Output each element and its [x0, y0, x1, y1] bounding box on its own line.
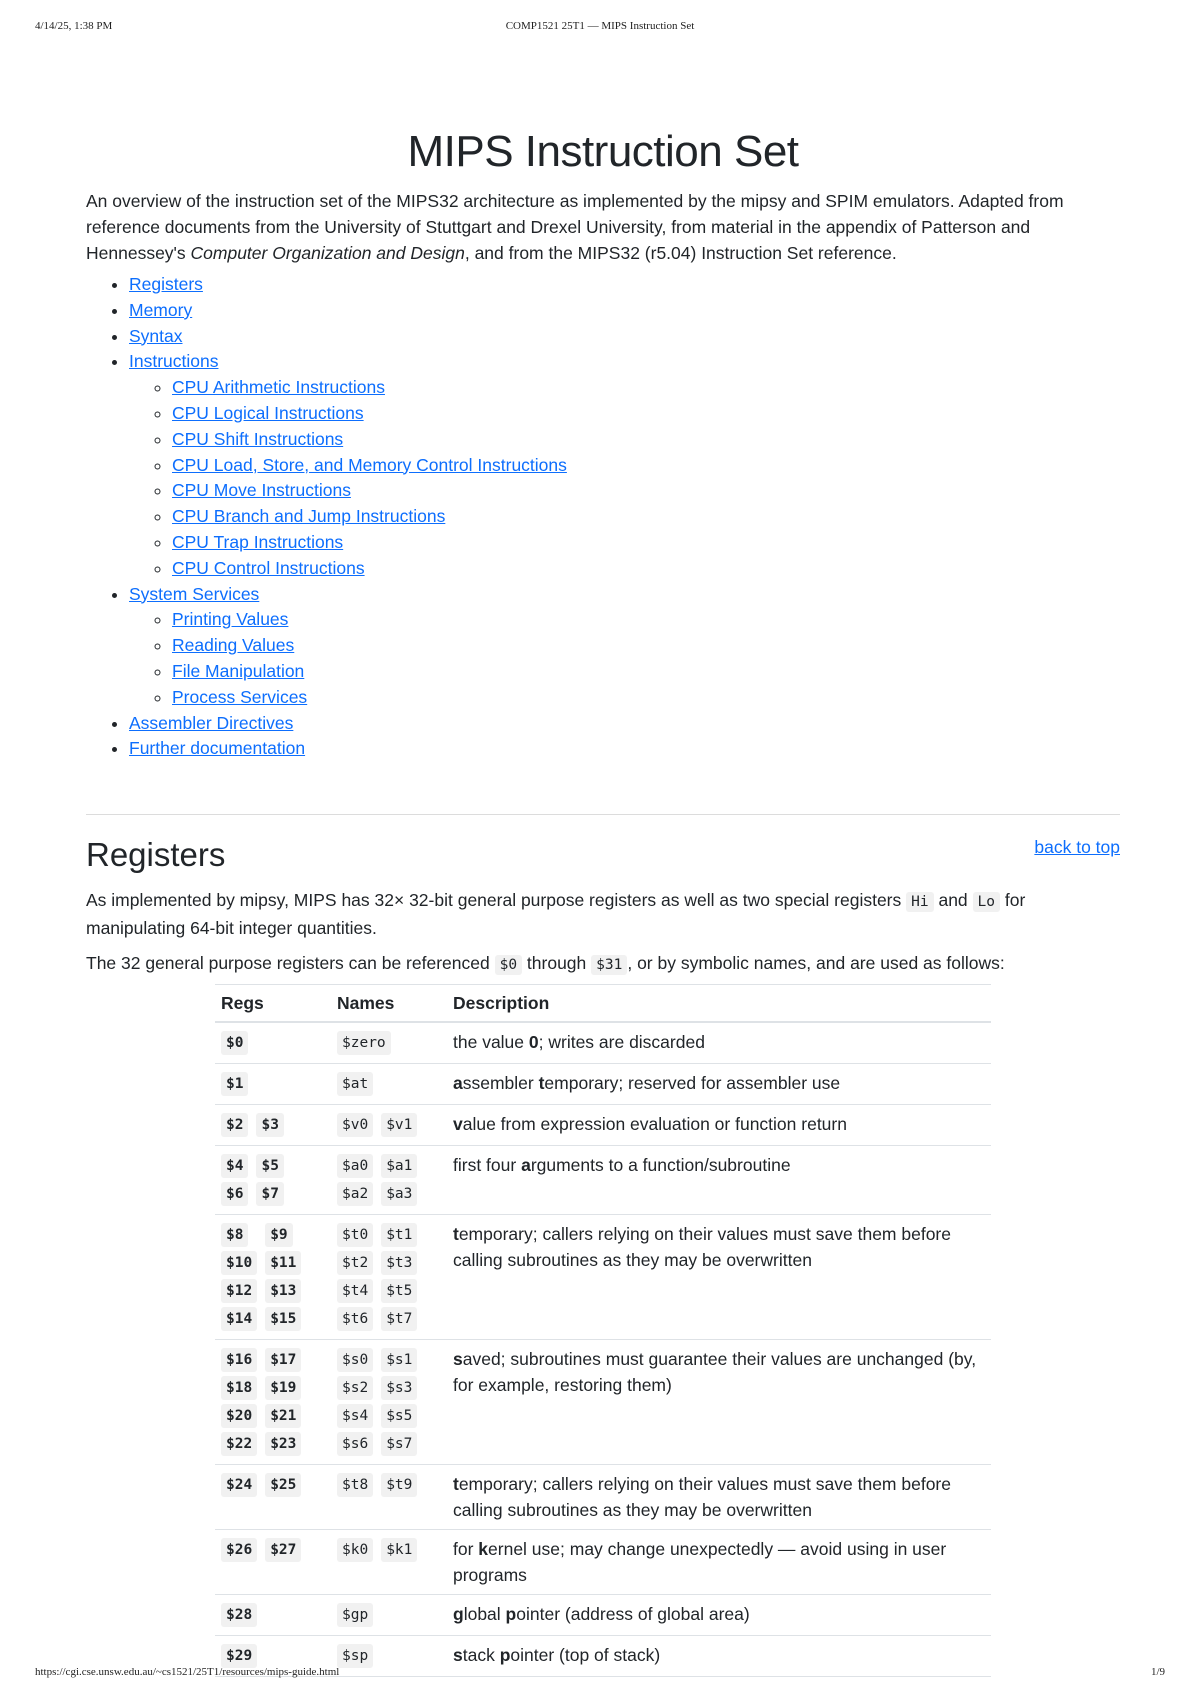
names-cell	[331, 1215, 447, 1340]
toc-item-further-documentation	[129, 736, 1120, 762]
toc-link-cpu-control[interactable]: CPU Control Instructions	[172, 557, 365, 578]
description-cell	[447, 1340, 991, 1465]
text: The 32 general purpose registers can be referenced	[86, 953, 495, 974]
description-cell	[447, 1465, 991, 1530]
toc-link-cpu-branch-jump[interactable]: CPU Branch and Jump Instructions	[172, 506, 446, 527]
names-list	[337, 1152, 441, 1208]
mnemonic-letter: p	[505, 1604, 517, 1625]
print-page-number: 1/9	[1150, 1666, 1165, 1678]
description-text: for	[453, 1539, 479, 1560]
description-text: ointer (top of stack)	[510, 1645, 661, 1666]
mnemonic-letter: s	[453, 1349, 463, 1370]
register-name: $s5	[381, 1404, 417, 1428]
register-number: $13	[265, 1279, 301, 1303]
register-name: $at	[337, 1072, 373, 1096]
description-text: ernel use; may change unexpectedly — avoid using in user programs	[453, 1539, 947, 1586]
toc-link-cpu-logical[interactable]: CPU Logical Instructions	[172, 402, 364, 423]
intro-text-2: , and from the MIPS32 (r5.04) Instruction Set reference.	[464, 243, 897, 263]
names-list	[337, 1471, 441, 1499]
register-name: $s4	[337, 1404, 373, 1428]
table-row	[215, 1105, 991, 1146]
register-name: $gp	[337, 1603, 373, 1627]
mnemonic-letter: p	[499, 1645, 511, 1666]
print-url: https://cgi.cse.unsw.edu.au/~cs1521/25T1/resources/mips-guide.html	[35, 1666, 340, 1678]
table-of-contents	[86, 272, 1120, 762]
names-list	[337, 1221, 441, 1333]
register-name: $k1	[381, 1538, 417, 1562]
registers-paragraph-1	[86, 887, 1120, 941]
description-cell	[447, 1105, 991, 1146]
register-number: $24	[221, 1473, 257, 1497]
description-cell	[447, 1530, 991, 1595]
register-name: $s7	[381, 1432, 417, 1456]
register-number: $8	[221, 1223, 248, 1247]
register-number: $15	[265, 1307, 301, 1331]
toc-subitem	[172, 478, 1120, 504]
mnemonic-letter: k	[478, 1539, 489, 1560]
register-name: $s6	[337, 1432, 373, 1456]
mnemonic-letter: v	[453, 1114, 463, 1135]
mnemonic-letter: t	[538, 1073, 545, 1094]
toc-item-assembler-directives	[129, 711, 1120, 737]
regs-list	[221, 1029, 325, 1057]
register-name: $t6	[337, 1307, 373, 1331]
toc-link-cpu-move[interactable]: CPU Move Instructions	[172, 480, 351, 501]
inline-code-reg31: $31	[591, 955, 627, 975]
register-name: $t7	[381, 1307, 417, 1331]
text: , or by symbolic names, and are used as follows:	[627, 953, 1005, 974]
toc-subitem	[172, 427, 1120, 453]
names-list	[337, 1070, 441, 1098]
toc-link-system-services[interactable]: System Services	[129, 583, 260, 604]
toc-item-memory	[129, 298, 1120, 324]
regs-list	[221, 1070, 325, 1098]
register-number: $14	[221, 1307, 257, 1331]
print-footer	[35, 1666, 1165, 1682]
print-datetime: 4/14/25, 1:38 PM	[35, 20, 113, 32]
toc-subitem	[172, 633, 1120, 659]
names-list	[337, 1536, 441, 1564]
names-cell	[331, 1022, 447, 1064]
regs-list	[221, 1346, 325, 1458]
registers-section-header	[86, 831, 1120, 881]
mnemonic-letter: s	[453, 1645, 463, 1666]
description-cell	[447, 1064, 991, 1105]
toc-subitem	[172, 453, 1120, 479]
register-number: $1	[221, 1072, 248, 1096]
toc-link-cpu-trap[interactable]: CPU Trap Instructions	[172, 531, 344, 552]
regs-cell	[215, 1215, 331, 1340]
register-name: $s0	[337, 1348, 373, 1372]
toc-subitem	[172, 685, 1120, 711]
register-name: $a2	[337, 1182, 373, 1206]
table-header-row	[215, 985, 991, 1023]
names-cell	[331, 1465, 447, 1530]
description-cell	[447, 1595, 991, 1636]
toc-subitem	[172, 659, 1120, 685]
description-text: lobal	[463, 1604, 506, 1625]
description-text: alue from expression evaluation or function return	[462, 1114, 847, 1135]
register-name: $k0	[337, 1538, 373, 1562]
toc-link-registers[interactable]: Registers	[129, 274, 203, 294]
registers-paragraph-2	[86, 950, 1120, 978]
register-name: $t8	[337, 1473, 373, 1497]
header-names: Names	[331, 985, 447, 1023]
regs-list	[221, 1152, 325, 1208]
text: As implemented by mipsy, MIPS has 32× 32-bit general purpose registers as well as two special registers	[86, 890, 907, 911]
description-text: the value	[453, 1032, 529, 1053]
register-number: $5	[256, 1154, 283, 1178]
register-number: $22	[221, 1432, 257, 1456]
mnemonic-letter: a	[453, 1073, 463, 1094]
table-row	[215, 1215, 991, 1340]
register-number: $10	[221, 1251, 257, 1275]
names-list	[337, 1111, 441, 1139]
toc-item-instructions	[129, 349, 1120, 581]
regs-cell	[215, 1595, 331, 1636]
register-number: $18	[221, 1376, 257, 1400]
register-name: $t2	[337, 1251, 373, 1275]
toc-link-further-documentation[interactable]: Further documentation	[129, 738, 306, 759]
regs-list	[221, 1601, 325, 1629]
register-name: $a1	[381, 1154, 417, 1178]
page-title: MIPS Instruction Set	[407, 127, 799, 176]
register-name: $t3	[381, 1251, 417, 1275]
description-cell	[447, 1146, 991, 1215]
description-text: ssembler	[462, 1073, 539, 1094]
description-text: emporary; reserved for assembler use	[544, 1073, 841, 1094]
register-number: $2	[221, 1113, 248, 1137]
names-cell	[331, 1146, 447, 1215]
description-cell	[447, 1215, 991, 1340]
names-cell	[331, 1340, 447, 1465]
register-name: $v1	[381, 1113, 417, 1137]
text: and	[933, 890, 973, 911]
description-text: tack	[462, 1645, 500, 1666]
text: for manipulating 64-bit integer quantities.	[86, 890, 1026, 939]
header-description: Description	[447, 985, 991, 1023]
regs-list	[221, 1221, 325, 1333]
register-name: $t9	[381, 1473, 417, 1497]
toc-subitem	[172, 556, 1120, 582]
description-cell	[447, 1022, 991, 1064]
regs-cell	[215, 1530, 331, 1595]
toc-link-cpu-arithmetic[interactable]: CPU Arithmetic Instructions	[172, 377, 385, 398]
toc-link-reading-values[interactable]: Reading Values	[172, 635, 295, 656]
description-text: first four	[453, 1155, 522, 1176]
regs-list	[221, 1111, 325, 1139]
register-number: $21	[265, 1404, 301, 1428]
register-number: $0	[221, 1031, 248, 1055]
register-name: $s2	[337, 1376, 373, 1400]
description-text: emporary; callers relying on their values must save them before calling subroutines as they may be overwritten	[453, 1224, 951, 1271]
toc-link-printing-values[interactable]: Printing Values	[172, 609, 289, 630]
regs-list	[221, 1536, 325, 1564]
mnemonic-letter: t	[453, 1474, 459, 1495]
register-number: $29	[221, 1644, 257, 1668]
toc-link-syntax[interactable]: Syntax	[129, 325, 183, 346]
register-name: $sp	[337, 1644, 373, 1668]
regs-cell	[215, 1022, 331, 1064]
toc-subitem	[172, 607, 1120, 633]
register-name: $t1	[381, 1223, 417, 1247]
names-cell	[331, 1105, 447, 1146]
register-number: $26	[221, 1538, 257, 1562]
regs-cell	[215, 1340, 331, 1465]
register-name: $a3	[381, 1182, 417, 1206]
description-text: ointer (address of global area)	[516, 1604, 750, 1625]
mnemonic-letter: g	[453, 1604, 464, 1625]
toc-link-cpu-shift[interactable]: CPU Shift Instructions	[172, 428, 344, 449]
register-name: $s1	[381, 1348, 417, 1372]
register-number: $3	[256, 1113, 283, 1137]
register-number: $19	[265, 1376, 301, 1400]
register-number: $4	[221, 1154, 248, 1178]
header-regs: Regs	[215, 985, 331, 1023]
toc-subitem	[172, 401, 1120, 427]
register-name: $zero	[337, 1031, 391, 1055]
toc-item-system-services	[129, 582, 1120, 711]
table-row	[215, 1146, 991, 1215]
names-list	[337, 1601, 441, 1629]
register-number: $11	[265, 1251, 301, 1275]
toc-services-sublist	[129, 607, 1120, 710]
register-name: $t4	[337, 1279, 373, 1303]
table-row	[215, 1595, 991, 1636]
inline-code-hi: Hi	[906, 892, 933, 912]
table-row	[215, 1064, 991, 1105]
print-header	[35, 20, 1165, 40]
toc-subitem	[172, 530, 1120, 556]
description-text: emporary; callers relying on their values must save them before calling subroutines as they may be overwritten	[453, 1474, 951, 1521]
description-text: rguments to a function/subroutine	[530, 1155, 791, 1176]
register-name: $t5	[381, 1279, 417, 1303]
table-row	[215, 1022, 991, 1064]
register-name: $v0	[337, 1113, 373, 1137]
names-cell	[331, 1530, 447, 1595]
inline-code-lo: Lo	[973, 892, 1000, 912]
toc-link-file-manipulation[interactable]: File Manipulation	[172, 660, 305, 681]
names-list	[337, 1346, 441, 1458]
table-row	[215, 1530, 991, 1595]
register-number: $12	[221, 1279, 257, 1303]
toc-link-instructions[interactable]: Instructions	[129, 351, 219, 372]
back-to-top-link[interactable]: back to top	[1034, 837, 1120, 858]
regs-cell	[215, 1465, 331, 1530]
names-list	[337, 1029, 441, 1057]
table-row	[215, 1340, 991, 1465]
main-content	[86, 124, 1120, 1677]
register-number: $16	[221, 1348, 257, 1372]
intro-book-title: Computer Organization and Design	[190, 243, 465, 263]
description-text: aved; subroutines must guarantee their values are unchanged (by, for example, restoring them)	[453, 1349, 977, 1396]
mnemonic-letter: a	[521, 1155, 531, 1176]
toc-subitem	[172, 504, 1120, 530]
section-divider	[86, 814, 1120, 815]
description-text: ; writes are discarded	[538, 1032, 705, 1053]
print-page-title: COMP1521 25T1 — MIPS Instruction Set	[505, 20, 695, 32]
register-number: $9	[265, 1223, 292, 1247]
register-number: $6	[221, 1182, 248, 1206]
registers-heading: Registers	[86, 836, 226, 874]
intro-paragraph	[86, 188, 1120, 266]
toc-link-memory[interactable]: Memory	[129, 299, 193, 320]
mnemonic-letter: 0	[528, 1032, 539, 1053]
toc-link-assembler-directives[interactable]: Assembler Directives	[129, 712, 294, 733]
mnemonic-letter: t	[453, 1224, 459, 1245]
register-number: $17	[265, 1348, 301, 1372]
register-number: $28	[221, 1603, 257, 1627]
toc-item-registers	[129, 272, 1120, 298]
registers-table	[215, 984, 991, 1677]
registers-table-body	[215, 1022, 991, 1677]
toc-instructions-sublist	[129, 375, 1120, 581]
names-cell	[331, 1064, 447, 1105]
regs-cell	[215, 1105, 331, 1146]
register-name: $t0	[337, 1223, 373, 1247]
toc-link-process-services[interactable]: Process Services	[172, 686, 308, 707]
register-number: $23	[265, 1432, 301, 1456]
register-number: $20	[221, 1404, 257, 1428]
table-row	[215, 1465, 991, 1530]
names-cell	[331, 1595, 447, 1636]
regs-cell	[215, 1064, 331, 1105]
toc-item-syntax	[129, 324, 1120, 350]
inline-code-reg0: $0	[495, 955, 522, 975]
register-name: $a0	[337, 1154, 373, 1178]
register-number: $7	[256, 1182, 283, 1206]
register-number: $25	[265, 1473, 301, 1497]
register-name: $s3	[381, 1376, 417, 1400]
text: through	[522, 953, 592, 974]
register-number: $27	[265, 1538, 301, 1562]
regs-cell	[215, 1146, 331, 1215]
toc-link-cpu-load-store[interactable]: CPU Load, Store, and Memory Control Instructions	[172, 454, 567, 475]
intro-text-1: An overview of the instruction set of the MIPS32 architecture as implemented by the mipsy and SPIM emulators. Adapted from reference documents from the University of Stuttgart and Drexel University, from material in the appendix of Patterson and Hennessey's	[86, 191, 1064, 263]
toc-subitem	[172, 375, 1120, 401]
regs-list	[221, 1471, 325, 1499]
